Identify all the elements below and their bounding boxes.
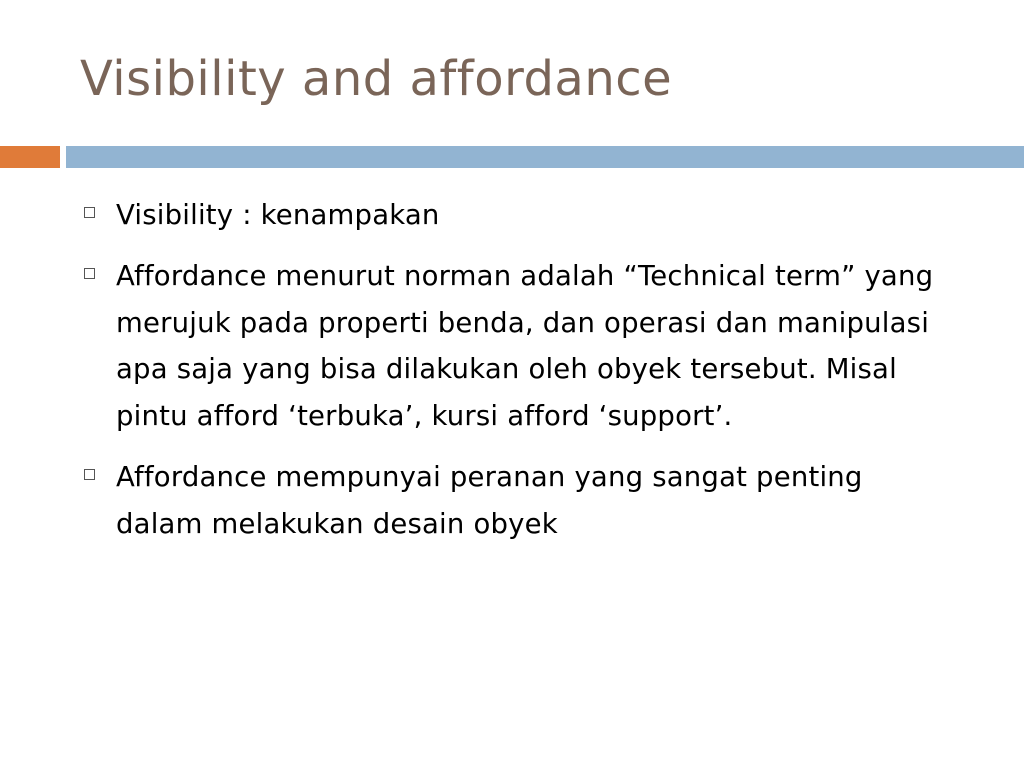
bullet-list (80, 192, 940, 561)
accent-bar-blue (66, 146, 1024, 168)
square-bullet-icon (84, 268, 95, 279)
bullet-text: Affordance mempunyai peranan yang sangat penting dalam melakukan desain obyek (116, 460, 863, 540)
slide-title: Visibility and affordance (80, 51, 673, 107)
bullet-text: Affordance menurut norman adalah “Technical term” yang merujuk pada properti benda, dan operasi dan manipulasi apa saja yang bisa dilakukan oleh obyek tersebut. Misal pintu afford ‘terbuka’, kursi afford ‘support’. (116, 259, 934, 432)
bullet-item (80, 253, 940, 440)
accent-bar-orange (0, 146, 60, 168)
bullet-text: Visibility : kenampakan (116, 199, 440, 231)
bullet-item (80, 192, 940, 239)
bullet-item (80, 454, 940, 548)
square-bullet-icon (84, 469, 95, 480)
square-bullet-icon (84, 207, 95, 218)
